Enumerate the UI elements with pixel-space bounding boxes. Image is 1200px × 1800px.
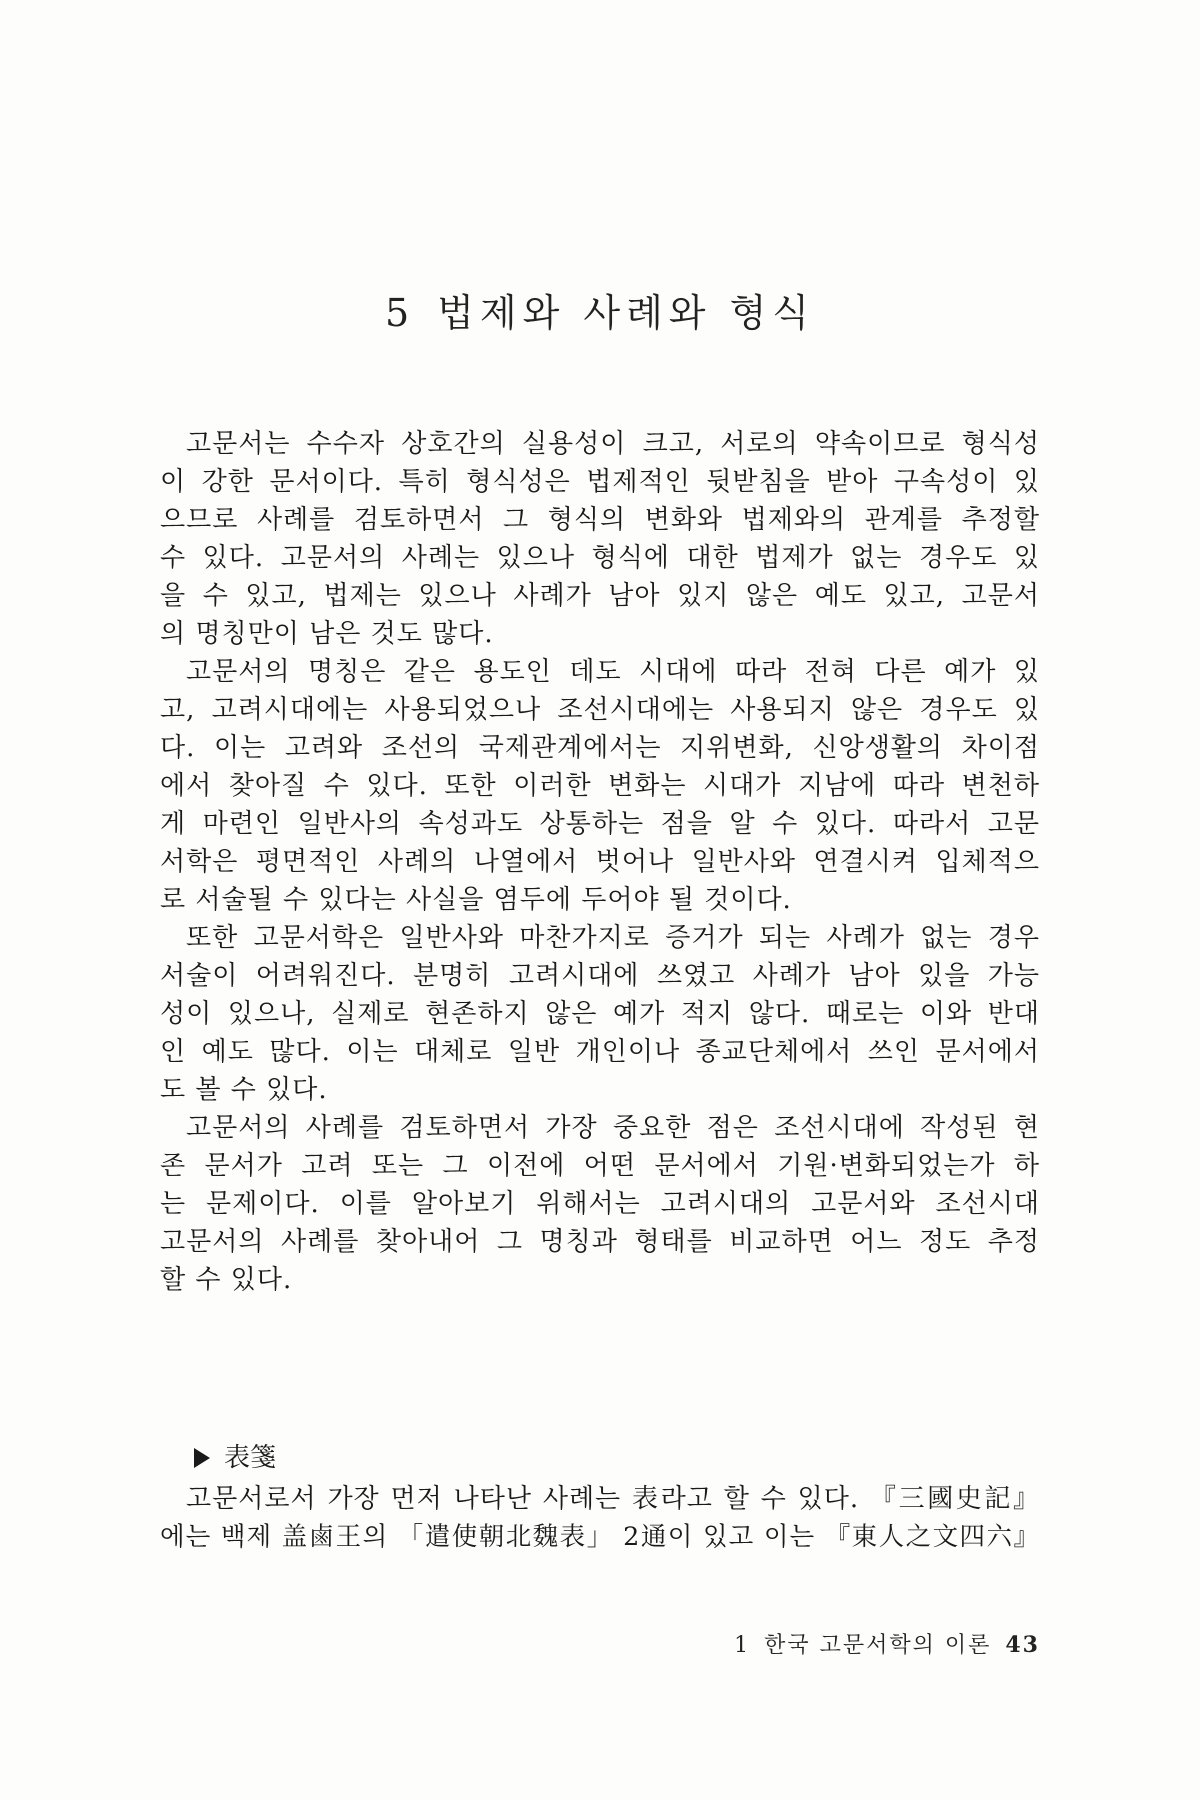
text-line: 고, 고려시대에는 사용되었으나 조선시대에는 사용되지 않은 경우도 있: [160, 695, 1040, 725]
text-line: 는 문제이다. 이를 알아보기 위해서는 고려시대의 고문서와 조선시대: [160, 1189, 1040, 1219]
page-footer: [734, 1628, 1040, 1659]
text-line: 존 문서가 고려 또는 그 이전에 어떤 문서에서 기원·변화되었는가 하: [160, 1151, 1040, 1181]
page-number: 43: [1005, 1632, 1040, 1658]
body-text: [160, 425, 1040, 1299]
text-line: 도 볼 수 있다.: [160, 1075, 328, 1105]
footer-chapter-number: 1: [734, 1633, 751, 1658]
text-line: 게 마련인 일반사의 속성과도 상통하는 점을 알 수 있다. 따라서 고문: [160, 809, 1040, 839]
paragraph: [160, 425, 1040, 653]
paragraph: [160, 653, 1040, 919]
triangle-bullet-icon: [194, 1448, 210, 1468]
text-line: 고문서로서 가장 먼저 나타난 사례는 表라고 할 수 있다. 『三國史記』: [186, 1484, 1040, 1514]
paragraph: [160, 1109, 1040, 1299]
chapter-number: 5: [384, 291, 416, 335]
text-line: 고문서의 사례를 찾아내어 그 명칭과 형태를 비교하면 어느 정도 추정: [160, 1227, 1040, 1257]
text-line: 이 강한 문서이다. 특히 형식성은 법제적인 뒷받침을 받아 구속성이 있: [160, 467, 1040, 497]
text-line: 성이 있으나, 실제로 현존하지 않은 예가 적지 않다. 때로는 이와 반대: [160, 999, 1040, 1029]
text-line: 고문서의 사례를 검토하면서 가장 중요한 점은 조선시대에 작성된 현: [186, 1113, 1040, 1143]
text-line: 다. 이는 고려와 조선의 국제관계에서는 지위변화, 신앙생활의 차이점: [160, 733, 1040, 763]
text-line: 또한 고문서학은 일반사와 마찬가지로 증거가 되는 사례가 없는 경우: [186, 923, 1040, 953]
text-line: 수 있다. 고문서의 사례는 있으나 형식에 대한 법제가 없는 경우도 있: [160, 543, 1040, 573]
paragraph: [160, 919, 1040, 1109]
footer-chapter-title: 한국 고문서학의 이론: [764, 1633, 992, 1658]
text-line: 을 수 있고, 법제는 있으나 사례가 남아 있지 않은 예도 있고, 고문서: [160, 581, 1040, 611]
text-line: 으므로 사례를 검토하면서 그 형식의 변화와 법제와의 관계를 추정할: [160, 505, 1040, 535]
text-line: 서학은 평면적인 사례의 나열에서 벗어나 일반사와 연결시켜 입체적으: [160, 847, 1040, 877]
section-paragraph: [160, 1480, 1040, 1556]
chapter-title-text: 법제와 사례와 형식: [437, 291, 815, 335]
text-line: 고문서의 명칭은 같은 용도인 데도 시대에 따라 전혀 다른 예가 있: [186, 657, 1040, 687]
text-line: 할 수 있다.: [160, 1265, 293, 1295]
text-line: 에서 찾아질 수 있다. 또한 이러한 변화는 시대가 지남에 따라 변천하: [160, 771, 1040, 801]
chapter-title: [0, 282, 1200, 337]
section-heading-text: 表箋: [224, 1443, 277, 1473]
text-line: 고문서는 수수자 상호간의 실용성이 크고, 서로의 약속이므로 형식성: [186, 429, 1040, 459]
text-line: 에는 백제 盖鹵王의 「遣使朝北魏表」 2通이 있고 이는 『東人之文四六』: [160, 1522, 1040, 1552]
text-line: 서술이 어려워진다. 분명히 고려시대에 쓰였고 사례가 남아 있을 가능: [160, 961, 1040, 991]
text-line: 로 서술될 수 있다는 사실을 염두에 두어야 될 것이다.: [160, 885, 792, 915]
text-line: 의 명칭만이 남은 것도 많다.: [160, 619, 494, 649]
section-table-jeon: [160, 1440, 1040, 1556]
section-heading: [160, 1440, 1040, 1476]
text-line: 인 예도 많다. 이는 대체로 일반 개인이나 종교단체에서 쓰인 문서에서: [160, 1037, 1040, 1067]
